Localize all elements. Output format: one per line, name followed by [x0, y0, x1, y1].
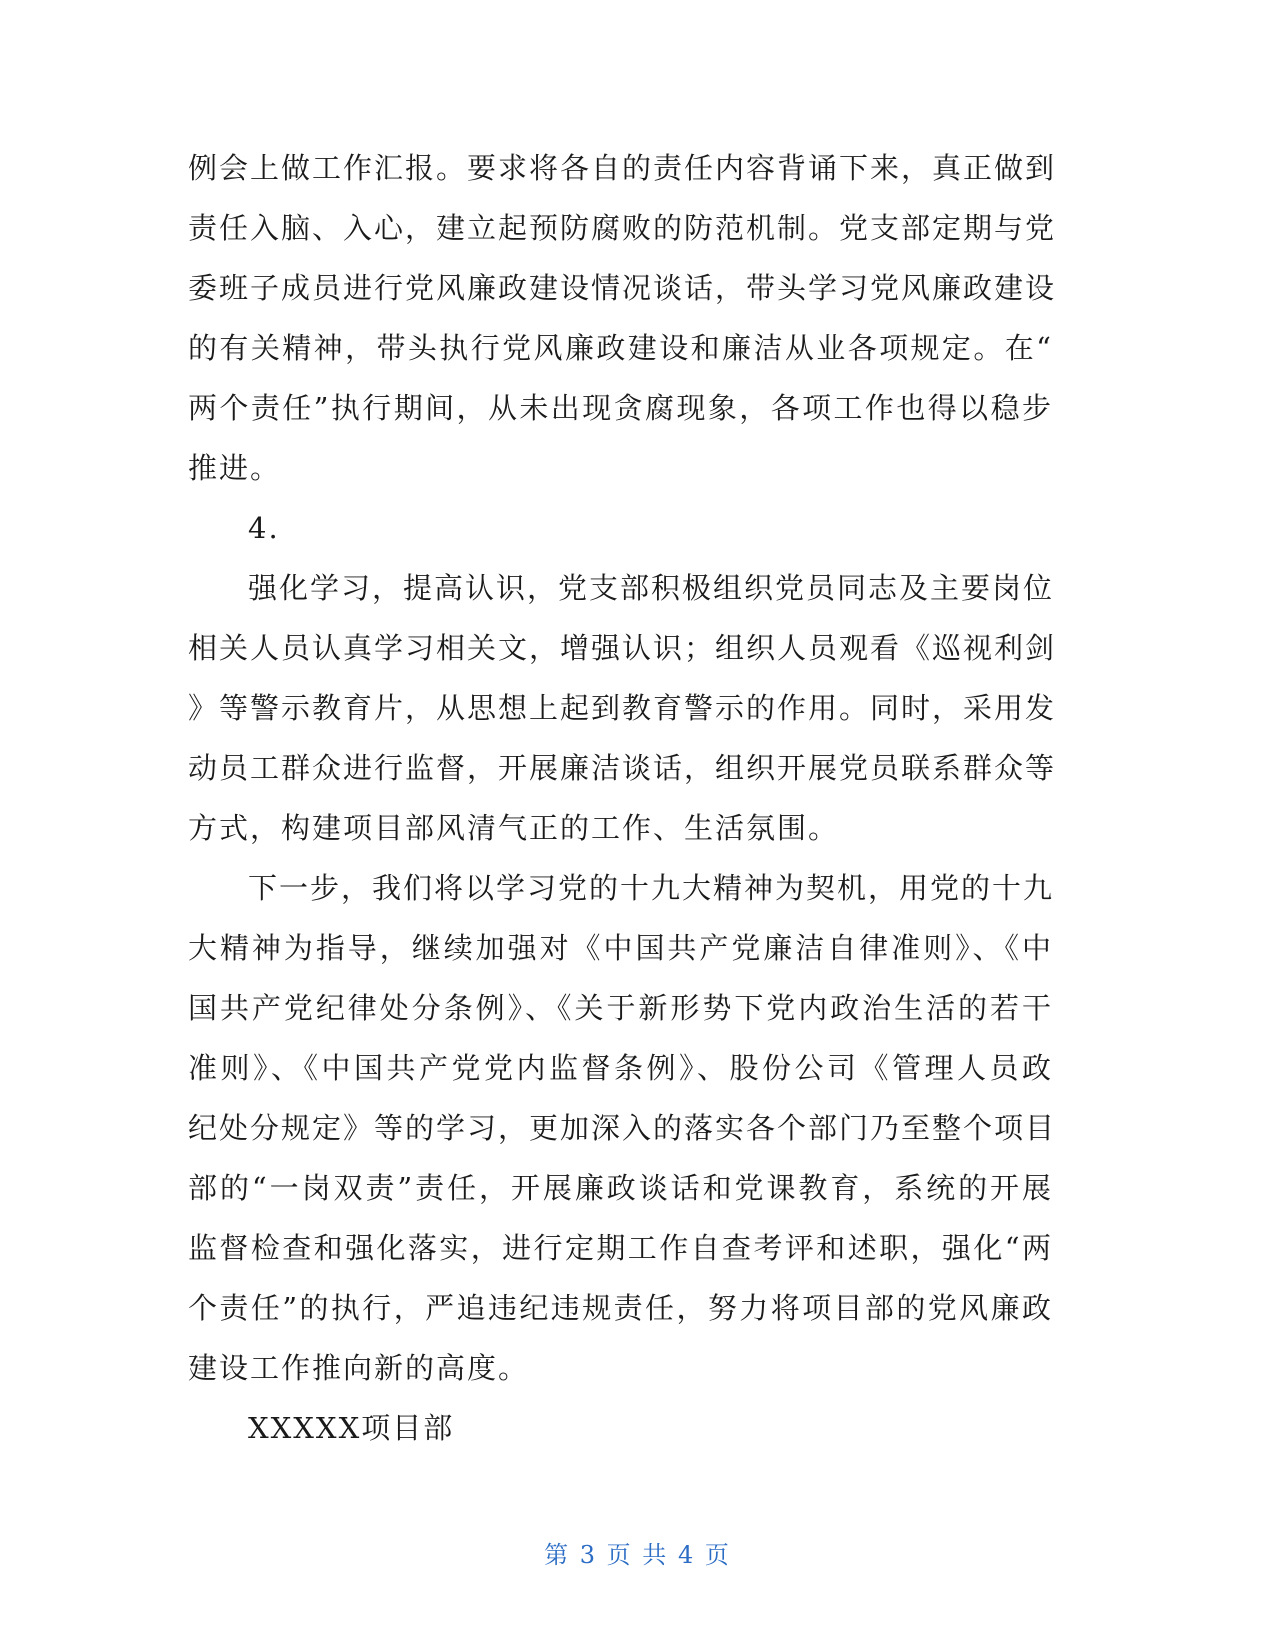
text-line: 国共产党纪律处分条例》、《关于新形势下党内政治生活的若干 [188, 991, 1053, 1025]
document-body [188, 138, 1057, 1458]
text-line: 个责任”的执行，严追违纪违规责任，努力将项目部的党风廉政 [188, 1291, 1053, 1325]
text-line: 纪处分规定》等的学习，更加深入的落实各个部门乃至整个项目 [188, 1111, 1057, 1145]
section-number: 4. [248, 511, 280, 545]
page-footer: 第 3 页 共 4 页 [544, 1541, 731, 1569]
text-line: 责任入脑、入心，建立起预防腐败的防范机制。党支部定期与党 [188, 211, 1057, 245]
text-line: 的有关精神，带头执行党风廉政建设和廉洁从业各项规定。在“ [188, 331, 1053, 365]
text-line: 相关人员认真学习相关文，增强认识；组织人员观看《巡视利剑 [188, 631, 1057, 665]
text-line: 动员工群众进行监督，开展廉洁谈话，组织开展党员联系群众等 [188, 751, 1057, 785]
text-line: 例会上做工作汇报。要求将各自的责任内容背诵下来，真正做到 [188, 151, 1057, 185]
text-line: 》等警示教育片，从思想上起到教育警示的作用。同时，采用发 [188, 691, 1057, 725]
text-line: 强化学习，提高认识，党支部积极组织党员同志及主要岗位 [248, 571, 1055, 605]
text-line: 监督检查和强化落实，进行定期工作自查考评和述职，强化“两 [188, 1231, 1053, 1265]
text-line: 推进。 [188, 451, 282, 485]
text-line: 建设工作推向新的高度。 [188, 1351, 530, 1385]
text-line: 方式，构建项目部风清气正的工作、生活氛围。 [188, 811, 840, 845]
text-line: 部的“一岗双责”责任，开展廉政谈话和党课教育，系统的开展 [188, 1171, 1053, 1205]
text-line: 两个责任”执行期间，从未出现贪腐现象，各项工作也得以稳步 [188, 391, 1053, 425]
signature-line: XXXXX项目部 [248, 1411, 455, 1445]
text-line: 委班子成员进行党风廉政建设情况谈话，带头学习党风廉政建设 [188, 271, 1057, 305]
text-line: 大精神为指导，继续加强对《中国共产党廉洁自律准则》、《中 [188, 931, 1053, 965]
text-line: 下一步，我们将以学习党的十九大精神为契机，用党的十九 [248, 871, 1055, 905]
text-line: 准则》、《中国共产党党内监督条例》、股份公司《管理人员政 [188, 1051, 1053, 1085]
